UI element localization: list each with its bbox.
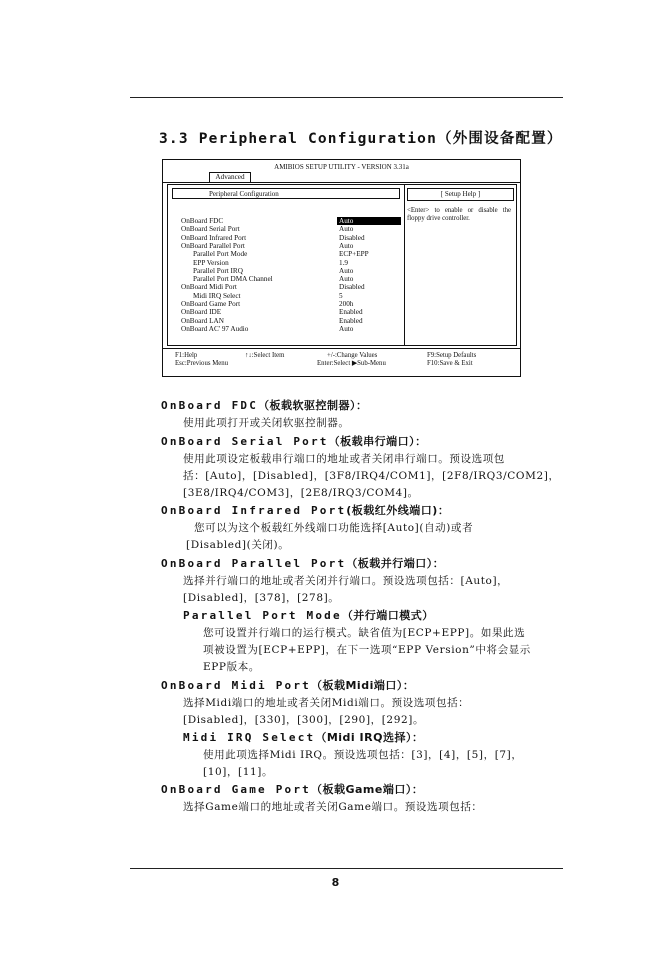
bios-item-label: OnBoard Infrared Port	[181, 233, 247, 242]
paragraph: 项被设置为[ECP+EPP]，在下一选项“EPP Version”中将会显示	[203, 644, 531, 656]
bios-item-value[interactable]: Disabled	[339, 283, 365, 292]
bios-item-label: OnBoard AC' 97 Audio	[181, 324, 249, 333]
key-save-exit: F10:Save & Exit	[427, 360, 473, 367]
heading-zh: （并行端口模式）	[341, 609, 434, 622]
bios-item-value[interactable]: 5	[339, 291, 343, 300]
bios-item-label: OnBoard Parallel Port	[181, 241, 245, 250]
paragraph: 您可以为这个板载红外线端口功能选择[Auto](自动)或者	[194, 522, 474, 534]
bios-item-value[interactable]: Auto	[339, 266, 354, 275]
bottom-rule	[130, 868, 563, 869]
heading-en: OnBoard Parallel Port	[161, 557, 347, 570]
bios-help-text: <Enter> to enable or disable the floppy drive controller.	[407, 207, 511, 223]
bios-item-label: Parallel Port Mode	[193, 250, 248, 259]
heading-midi-irq-select	[183, 729, 423, 745]
heading-en: OnBoard Infrared Port	[161, 504, 347, 517]
bios-item-label: Parallel Port IRQ	[193, 266, 243, 275]
bios-help-title: [ Setup Help ]	[407, 188, 514, 201]
paragraph: 选择Game端口的地址或者关闭Game端口。预设选项包括：	[183, 801, 483, 813]
bios-item-label: OnBoard IDE	[181, 308, 222, 317]
key-setup-defaults: F9:Setup Defaults	[427, 352, 477, 359]
heading-onboard-serial-port	[161, 433, 427, 449]
bios-item-label: OnBoard LAN	[181, 316, 224, 325]
key-change-values: +/-:Change Values	[327, 352, 378, 359]
heading-zh: （板载并行端口）：	[346, 557, 445, 570]
paragraph: 括：[Auto]，[Disabled]，[3F8/IRQ4/COM1]，[2F8/IRQ3/COM2]，	[183, 470, 560, 482]
key-help: F1:Help	[175, 352, 198, 359]
bios-item-label: OnBoard Midi Port	[181, 283, 237, 292]
key-select-submenu: Enter:Select ▶Sub-Menu	[317, 360, 386, 367]
bios-item-label: EPP Version	[193, 258, 229, 267]
heading-onboard-fdc	[161, 397, 368, 413]
heading-en: OnBoard Midi Port	[161, 679, 311, 692]
bios-title: AMIBIOS SETUP UTILITY - VERSION 3.31a	[274, 163, 409, 171]
page-number: 8	[331, 876, 340, 889]
tab-advanced[interactable]: Advanced	[209, 172, 251, 182]
bios-item-label: OnBoard Game Port	[181, 300, 241, 308]
heading-en: Parallel Port Mode	[183, 609, 342, 622]
bios-item-value[interactable]: Auto	[339, 241, 354, 250]
heading-zh: （板载Midi端口）：	[310, 679, 415, 692]
paragraph: [Disabled]，[330]，[300]，[290]，[292]。	[183, 714, 425, 726]
heading-zh: (板载红外线端口)：	[346, 504, 450, 517]
heading-zh: （Midi IRQ选择）：	[315, 731, 424, 744]
section-heading: 3.3 Peripheral Configuration（外围设备配置）	[159, 131, 563, 147]
paragraph: EPP版本。	[203, 661, 260, 673]
bios-item-value[interactable]: Disabled	[339, 233, 365, 242]
bios-item-value[interactable]: Enabled	[339, 308, 363, 317]
paragraph: [10]，[11]。	[203, 766, 274, 778]
heading-en: OnBoard FDC	[161, 399, 259, 412]
heading-zh: （板载Game端口）：	[310, 783, 424, 796]
heading-parallel-port-mode	[183, 607, 434, 623]
bios-item-value[interactable]: Enabled	[339, 316, 363, 325]
paragraph: 使用此项设定板载串行端口的地址或者关闭串行端口。预设选项包	[183, 453, 505, 465]
bios-item-label: Parallel Port DMA Channel	[193, 275, 273, 284]
heading-onboard-game-port	[161, 781, 423, 797]
paragraph: 您可设置并行端口的运行模式。缺省值为[ECP+EPP]。如果此选	[203, 627, 526, 639]
bios-item-value[interactable]: Auto	[339, 225, 354, 234]
key-select-item: ↑↓:Select Item	[245, 352, 285, 359]
paragraph: [3E8/IRQ4/COM3]，[2E8/IRQ3/COM4]。	[183, 487, 419, 499]
bios-item-value[interactable]: Auto	[339, 275, 354, 284]
heading-onboard-infrared-port	[161, 502, 449, 518]
paragraph: 使用此项打开或关闭软驱控制器。	[183, 417, 350, 429]
bios-item-value[interactable]: Auto	[339, 324, 354, 333]
bios-item-value[interactable]: 200h	[339, 300, 354, 308]
heading-zh: （板载软驱控制器）：	[258, 399, 368, 412]
bios-item-value[interactable]: ECP+EPP	[339, 250, 369, 259]
heading-onboard-midi-port	[161, 677, 414, 693]
paragraph: 使用此项选择Midi IRQ。预设选项包括：[3]，[4]，[5]，[7]，	[203, 749, 523, 761]
bios-item-label: OnBoard Serial Port	[181, 225, 240, 234]
heading-en: OnBoard Game Port	[161, 783, 311, 796]
paragraph: [Disabled]，[378]，[278]。	[183, 592, 340, 604]
bios-item-label: Midi IRQ Select	[193, 291, 241, 300]
paragraph: 选择Midi端口的地址或者关闭Midi端口。预设选项包括：	[183, 697, 470, 709]
bios-item-value[interactable]: Auto	[337, 217, 401, 225]
bios-panel-title: Peripheral Configuration	[172, 188, 400, 199]
heading-zh: （板载串行端口）：	[328, 435, 427, 448]
heading-onboard-parallel-port	[161, 555, 444, 571]
heading-en: OnBoard Serial Port	[161, 435, 329, 448]
paragraph: 选择并行端口的地址或者关闭并行端口。预设选项包括：[Auto]，	[183, 575, 509, 587]
heading-en: Midi IRQ Select	[183, 731, 316, 744]
paragraph: [Disabled](关闭)。	[186, 539, 290, 551]
bios-item-value[interactable]: 1.9	[339, 258, 348, 267]
bios-item-label: OnBoard FDC	[181, 217, 224, 225]
key-previous-menu: Esc:Previous Menu	[175, 360, 229, 367]
